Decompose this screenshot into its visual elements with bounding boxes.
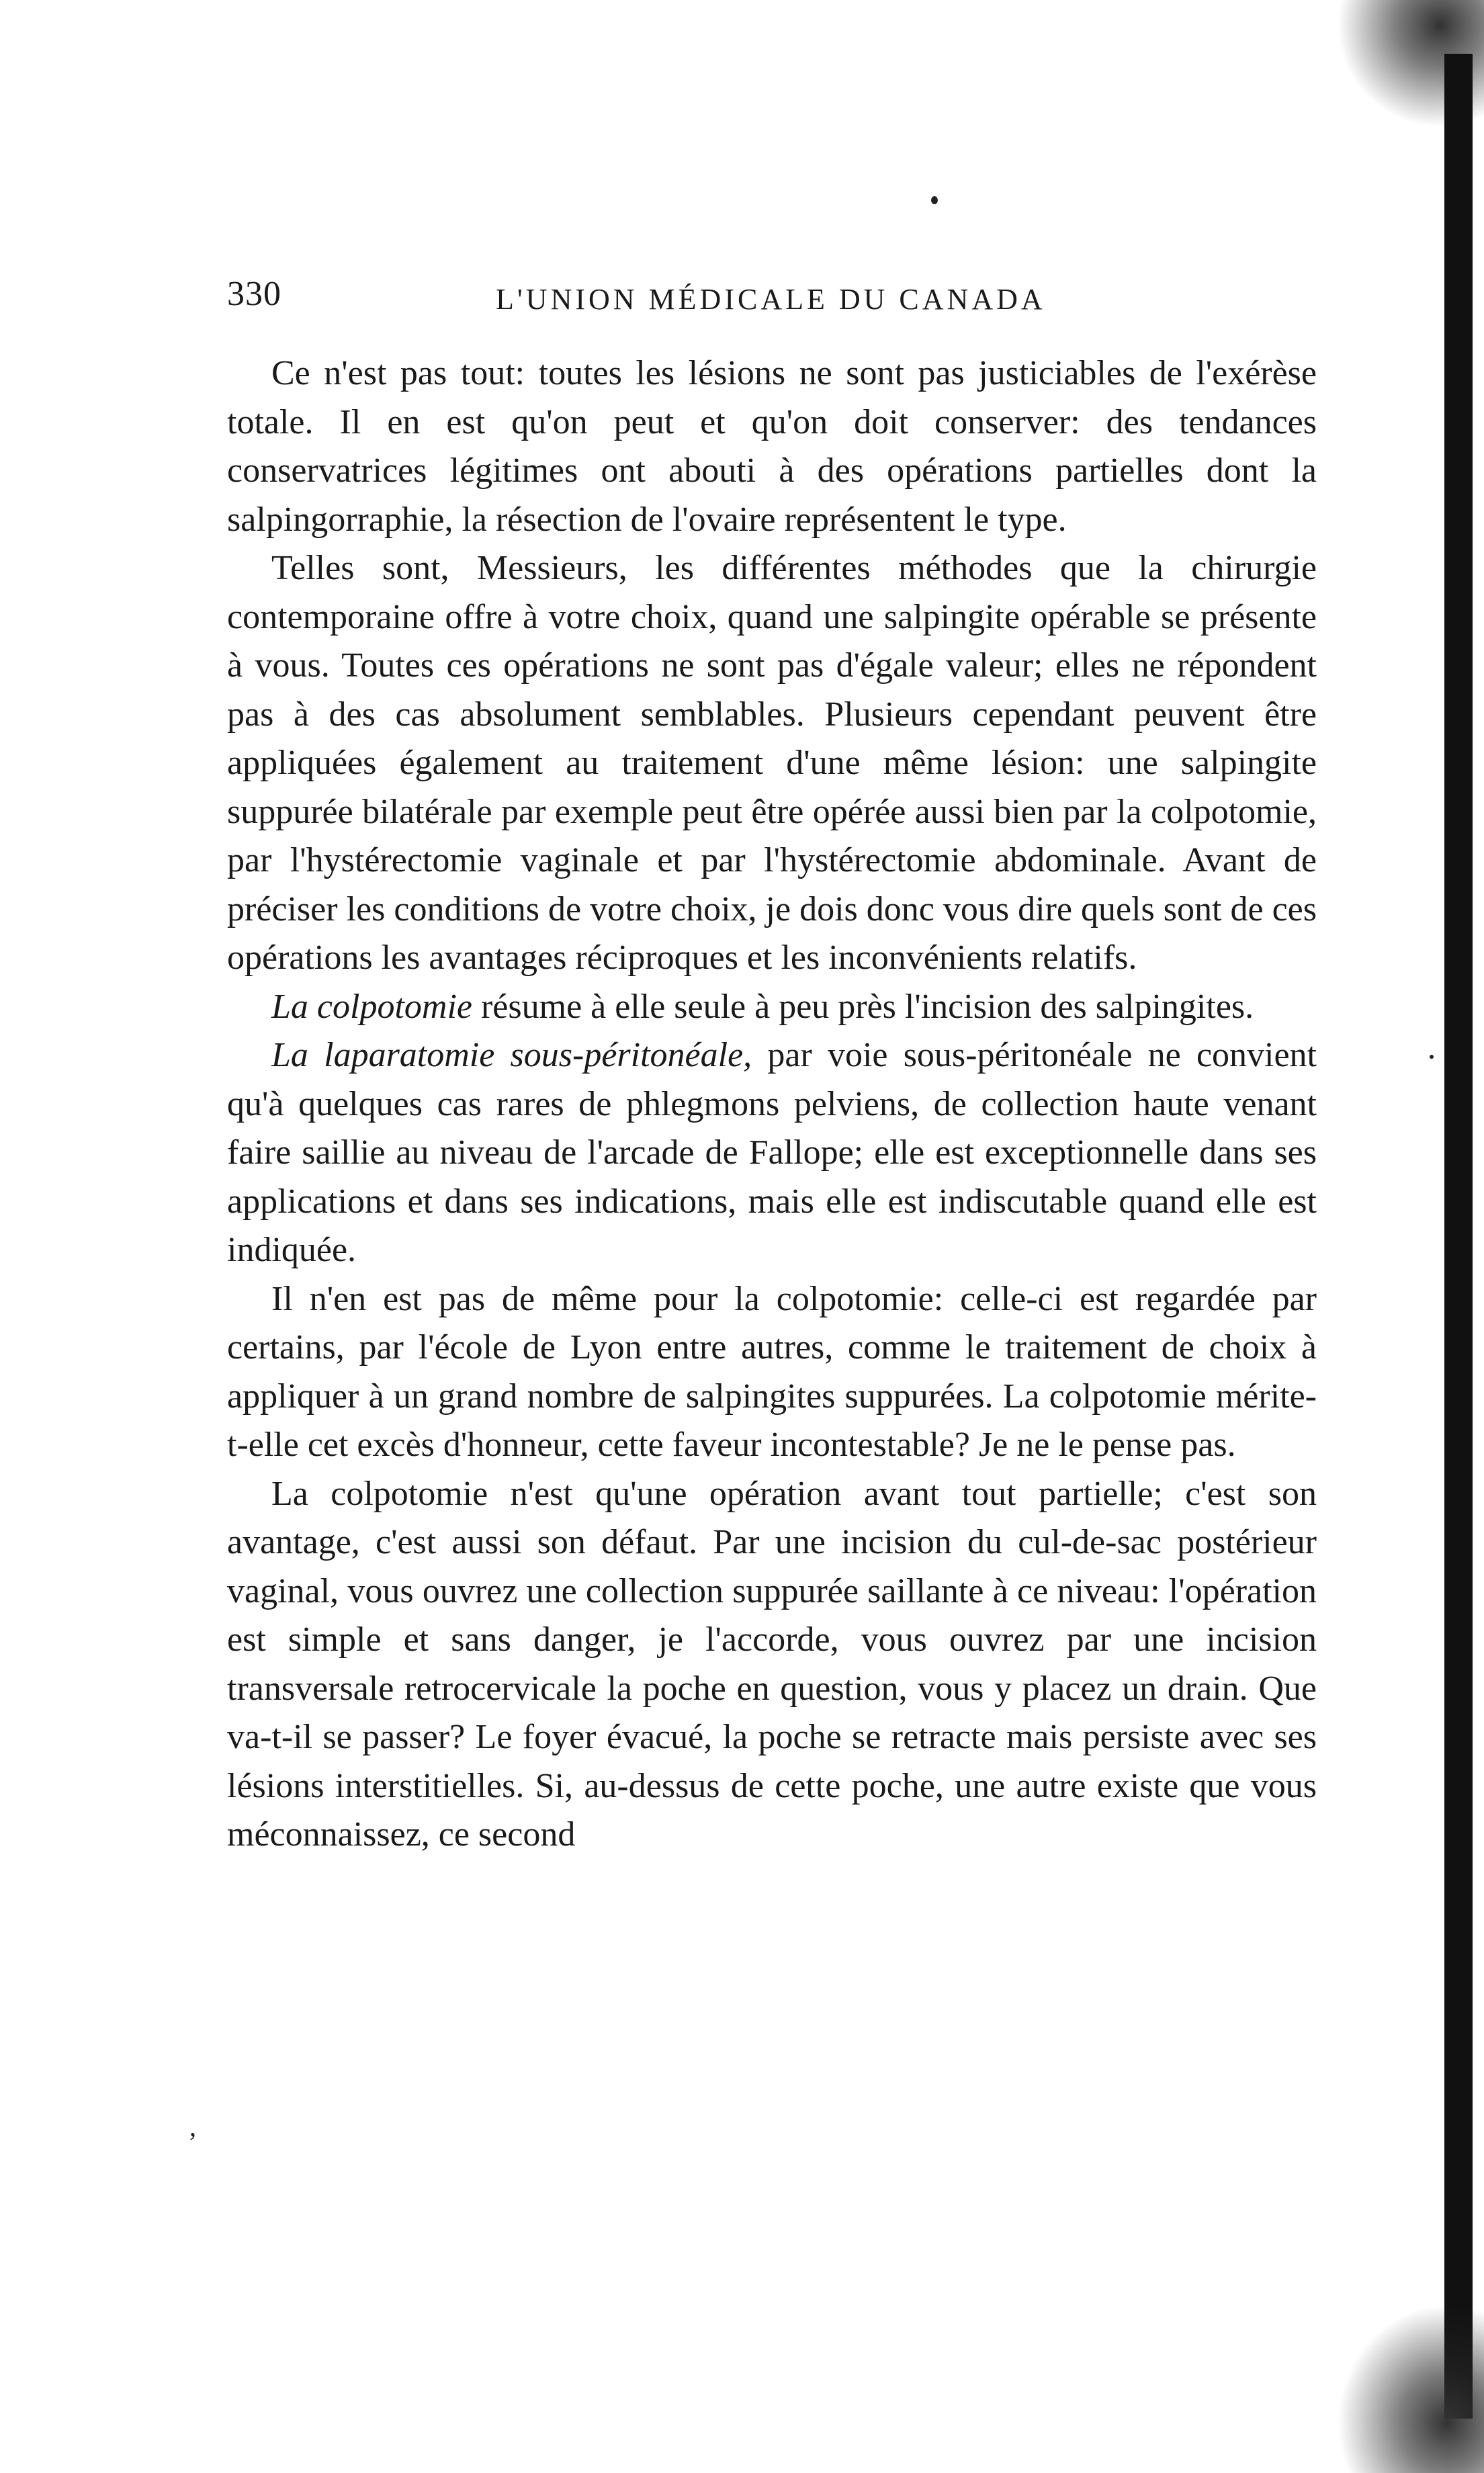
scan-binding-edge [1444, 54, 1473, 2419]
paragraph-text: Telles sont, Messieurs, les différentes méthodes que la chirurgie contemporaine offre à votre choix, quand une salpingite opérable se présente à vous. Toutes ces opérations ne sont pas d'égale valeur; elles ne répondent pas à des cas absolument semblables. Plusieurs cependant peuvent être appliquées également au traitement d'une même lésion: une salpingite suppurée bilatérale par exemple peut être opérée aussi bien par la colpotomie, par l'hystérectomie vaginale et par l'hystérectomie abdominale. Avant de préciser les conditions de votre choix, je dois donc vous dire quels sont de ces opérations les avantages réciproques et les inconvénients relatifs. [227, 549, 1317, 977]
italic-term: La laparatomie sous-péritonéale, [271, 1036, 752, 1074]
running-head: L'UNION MÉDICALE DU CANADA [496, 283, 1046, 316]
page-number: 330 [227, 275, 281, 313]
paragraph [227, 349, 1317, 544]
paragraph-text: La colpotomie n'est qu'une opération avant tout partielle; c'est son avantage, c'est aussi son défaut. Par une incision du cul-de-sac postérieur vaginal, vous ouvrez une collection suppurée saillante à ce niveau: l'opération est simple et sans danger, je l'accorde, vous ouvrez par une incision transversale retrocervicale la poche en question, vous y placez un drain. Que va-t-il se passer? Le foyer évacué, la poche se retracte mais persiste avec ses lésions interstitielles. Si, au-dessus de cette poche, une autre existe que vous méconnaissez, ce second [227, 1474, 1317, 1854]
paragraph [227, 1275, 1317, 1470]
margin-mark: ʼ [188, 2127, 198, 2157]
speck-mark [1430, 1055, 1434, 1059]
speck-mark [931, 196, 938, 204]
paragraph-text: Il n'en est pas de même pour la colpotomie: celle-ci est regardée par certains, par l'école de Lyon entre autres, comme le traitement de choix à appliquer à un grand nombre de salpingites suppurées. La colpotomie mérite-t-elle cet excès d'honneur, cette faveur incontestable? Je ne le pense pas. [227, 1279, 1317, 1464]
body-text [227, 349, 1317, 1860]
page-header [227, 274, 1329, 328]
scan-edge-artifact-bottom [1337, 2304, 1484, 2473]
paragraph-text: résume à elle seule à peu près l'incision des salpingites. [472, 987, 1254, 1026]
paragraph [227, 544, 1317, 983]
paragraph [227, 1470, 1317, 1860]
paragraph [227, 1031, 1317, 1275]
paragraph-text: Ce n'est pas tout: toutes les lésions ne sont pas justiciables de l'exérèse totale. Il en est qu'on peut et qu'on doit conserver: des tendances conservatrices légitimes ont abouti à des opérations partielles dont la salpingorraphie, la résection de l'ovaire représentent le type. [227, 354, 1317, 539]
italic-term: La colpotomie [271, 987, 472, 1026]
paragraph-text: par voie sous-péritonéale ne convient qu'à quelques cas rares de phlegmons pelviens, de collection haute venant faire saillie au niveau de l'arcade de Fallope; elle est exceptionnelle dans ses applications et dans ses indications, mais elle est indiscutable quand elle est indiquée. [227, 1036, 1317, 1269]
paragraph [227, 983, 1317, 1032]
